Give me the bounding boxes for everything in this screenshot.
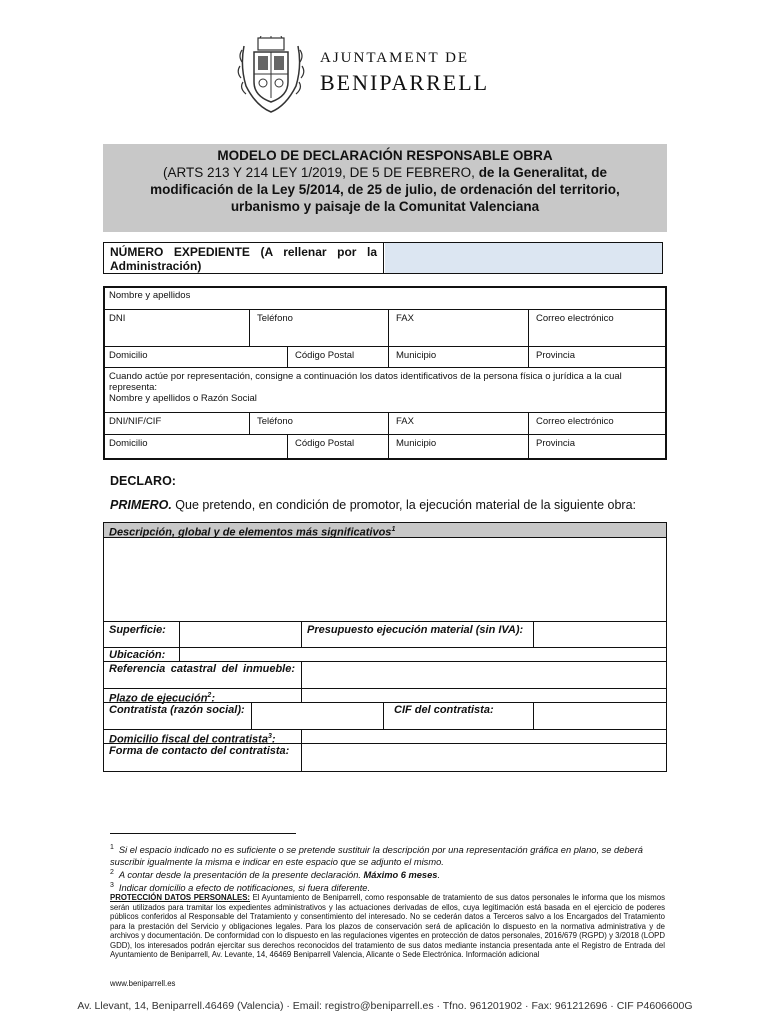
rep-address-label: Domicilio — [109, 438, 148, 449]
fax-label: FAX — [396, 313, 414, 324]
dni-label: DNI — [109, 313, 126, 324]
rep-fax-label: FAX — [396, 416, 414, 427]
referencia-field[interactable] — [302, 662, 666, 687]
footnote-2-bold: Máximo 6 meses — [363, 870, 438, 881]
footnote-2-number: 2 — [110, 869, 114, 876]
contratista-field[interactable] — [252, 703, 382, 728]
works-table — [103, 522, 667, 772]
plazo-label: Plazo de ejecución$^2$: — [109, 692, 215, 705]
rep-province-label: Provincia — [536, 438, 576, 449]
presupuesto-label: Presupuesto ejecución material (sin IVA): — [307, 624, 524, 636]
subtitle-plain: (ARTS 213 Y 214 LEY 1/2019, DE 5 DE FEBRERO, — [163, 165, 479, 180]
domicilio-fiscal-label: Domicilio fiscal del contratista$^3$: — [109, 733, 276, 746]
document-title: MODELO DE DECLARACIÓN RESPONSABLE OBRA — [217, 148, 553, 163]
description-header — [104, 523, 666, 537]
footnote-ref-3: 3 — [267, 733, 272, 740]
footnote-2-end: . — [437, 870, 441, 881]
primero-text: Que pretendo, en condición de promotor, la ejecución material de la siguiente obra: — [171, 498, 636, 512]
phone-label: Teléfono — [257, 313, 293, 324]
footnote-1 — [110, 842, 665, 868]
rep-email-label: Correo electrónico — [536, 416, 614, 427]
website-link[interactable]: www.beniparrell.es — [110, 979, 176, 988]
description-label: Descripción, global y de elementos más significativos — [109, 526, 392, 539]
primero-label: PRIMERO. — [110, 498, 172, 512]
representation-note: Cuando actúe por representación, consigne a continuación los datos identificativos de la persona física o jurídica a la cual representa: — [109, 371, 622, 393]
coat-of-arms-icon — [236, 36, 306, 114]
referencia-label — [104, 662, 300, 676]
rep-postal-label: Código Postal — [295, 438, 355, 449]
domicilio-fiscal-field[interactable] — [302, 730, 666, 742]
privacy-text: El Ayuntamiento de Beniparrell, como responsable de tratamiento de sus datos personales le informa que los mismos serán utilizados para tramitar los expedientes administrativos y las actuaciones derivadas de ellos, cuya legitimación está basada en el ejercicio de poderes públicos conferidos al Responsable del Tratamiento y consentimiento del interesado. No se cederán datos a Terceros salvo a los Encargados del Tratamiento para la prestación del Servicio y obligaciones legales. Para los plazos de conservación será de aplicación lo dispuesto en la normativa administrativa y de archivos y documentación. De conformidad con lo dispuesto en las regulaciones vigentes en protección de datos personales, 2016/679 (RGPD) y 3/2018 (LOPD GDD), los interesados podrán ejercitar sus derechos reconocidos del tratamiento de sus datos mediante instancia presentada ante el Registro de Entrada del Ayuntamiento de Beniparrell, Av. Levante, 14, 46469 Beniparrell Valencia, Alicante o Sede Electrónica. Información adicional — [110, 893, 665, 959]
footnote-2-text: A contar desde la presentación de la presente declaración. — [118, 870, 364, 881]
plazo-field[interactable] — [302, 689, 666, 701]
applicant-table — [103, 286, 667, 460]
superficie-label: Superficie: — [109, 624, 166, 636]
email-label: Correo electrónico — [536, 313, 614, 324]
postal-label: Código Postal — [295, 350, 355, 361]
document-subtitle — [103, 164, 667, 215]
footnote-1-number: 1 — [110, 844, 114, 851]
letterhead — [236, 36, 496, 116]
name-label: Nombre y apellidos — [109, 290, 191, 301]
forma-contacto-field[interactable] — [302, 744, 666, 771]
province-label: Provincia — [536, 350, 576, 361]
description-field[interactable] — [104, 538, 666, 620]
forma-contacto-label: Forma de contacto del contratista: — [109, 745, 290, 757]
domicilio-label-text: Domicilio fiscal del contratista — [109, 733, 268, 746]
referencia-label-text: Referencia catastral del inmueble: — [109, 663, 295, 675]
title-box — [103, 144, 667, 232]
rep-phone-label: Teléfono — [257, 416, 293, 427]
presupuesto-field[interactable] — [534, 622, 666, 646]
expediente-label: NÚMERO EXPEDIENTE (A rellenar por la Administración) — [104, 243, 384, 273]
declaro-heading: DECLARO: — [110, 474, 176, 488]
page-footer: Av. Llevant, 14, Beniparrell.46469 (Valencia) · Email: registro@beniparrell.es · Tfno. 961201902 · Fax: 961212696 · CIF P4606600G — [77, 1000, 693, 1012]
privacy-notice — [110, 893, 665, 960]
rep-id-label: DNI/NIF/CIF — [109, 416, 162, 427]
rep-name-label: Nombre y apellidos o Razón Social — [109, 393, 257, 404]
contratista-label: Contratista (razón social): — [109, 704, 245, 716]
primero-statement — [110, 498, 636, 512]
org-name-line2: BENIPARRELL — [320, 70, 490, 95]
ubicacion-label: Ubicación: — [109, 649, 166, 661]
plazo-label-text: Plazo de ejecución — [109, 692, 208, 705]
ubicacion-field[interactable] — [180, 648, 666, 660]
subtitle-bold: de la Generalitat, de modificación de la Ley 5/2014, de 25 de julio, de ordenación del territorio, urbanismo y paisaje de la Comunitat Valenciana — [150, 165, 620, 214]
footnote-3-text: Indicar domicilio a efecto de notificaciones, si fuera diferente. — [118, 883, 371, 894]
footnote-1-text: Si el espacio indicado no es suficiente o se pretende sustituir la descripción por una representación gráfica en plano, se deberá suscribir igualmente la misma e indicar en este espacio que se adjunto el mismo. — [110, 845, 643, 867]
expediente-row — [103, 242, 663, 274]
expediente-field[interactable] — [385, 243, 662, 273]
address-label: Domicilio — [109, 350, 148, 361]
footnote-ref-2: 2 — [207, 692, 212, 699]
municipality-label: Municipio — [396, 350, 437, 361]
privacy-heading: PROTECCIÓN DATOS PERSONALES: — [110, 893, 251, 902]
cif-field[interactable] — [534, 703, 666, 728]
footnote-divider — [110, 833, 296, 834]
rep-municipality-label: Municipio — [396, 438, 437, 449]
superficie-field[interactable] — [180, 622, 300, 646]
footnote-3-number: 3 — [110, 882, 114, 889]
cif-label: CIF del contratista: — [394, 704, 494, 716]
org-name-line1: AJUNTAMENT DE — [320, 50, 470, 66]
footnote-ref-1: 1 — [391, 526, 396, 533]
